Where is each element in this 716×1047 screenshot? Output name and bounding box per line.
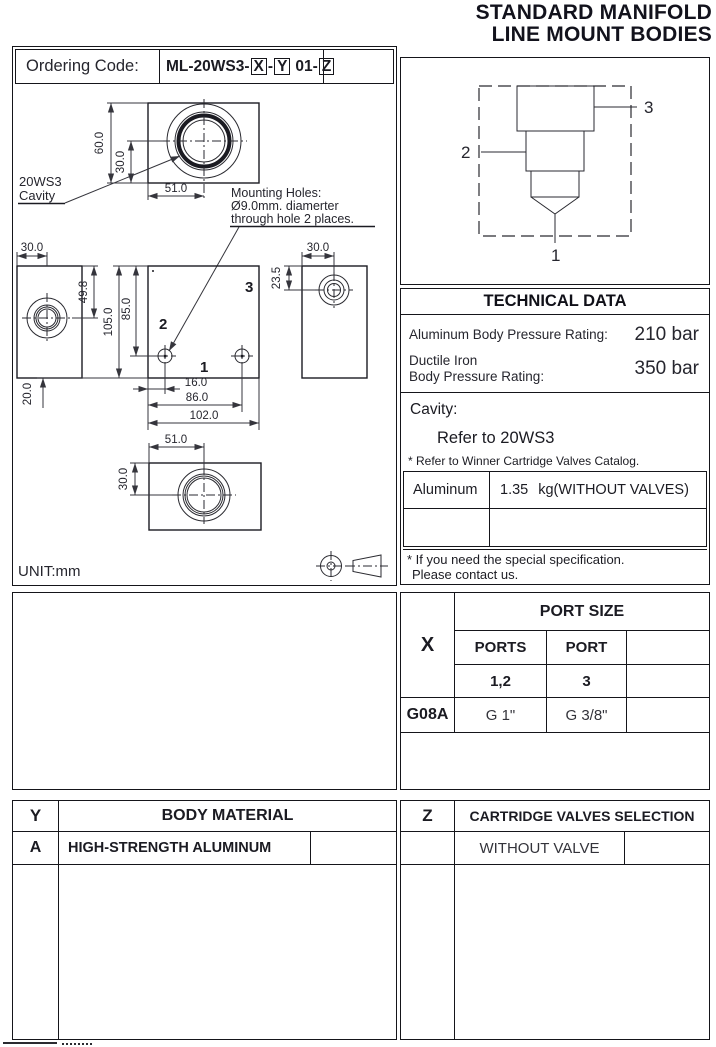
port-size-bottom-empty <box>401 733 709 789</box>
page-title-line1: STANDARD MANIFOLD <box>475 1 712 24</box>
special-note-line1: * If you need the special specification. <box>407 552 625 567</box>
projection-symbol-cone-icon <box>346 555 388 577</box>
technical-data-header: TECHNICAL DATA <box>401 289 709 315</box>
ordering-code-row <box>15 49 394 84</box>
mounting-note-line2: Ø9.0mm. diamerter <box>231 199 339 213</box>
cartridge-bottom-empty <box>455 865 709 1039</box>
cavity-note: * Refer to Winner Cartridge Valves Catalog. <box>408 454 640 468</box>
schematic-port3-label: 3 <box>644 98 654 117</box>
port-size-col3-sub-empty <box>627 665 709 698</box>
footer-mark-dots <box>62 1043 92 1045</box>
ordering-code-label: Ordering Code: <box>16 50 160 83</box>
dim-front-hole-bottom: 20.0 <box>22 382 34 406</box>
dim-top-width: 51.0 <box>164 183 188 195</box>
dim-left-center-x: 30.0 <box>20 242 44 254</box>
pressure-ratings <box>401 315 709 393</box>
ordering-code-value <box>160 50 332 83</box>
drawing-panel <box>12 46 397 586</box>
ordering-code-prefix: ML-20WS3- <box>166 57 250 75</box>
cavity-label-line2: Cavity <box>19 188 56 203</box>
top-view <box>94 99 259 200</box>
dim-right-center-x: 30.0 <box>306 242 330 254</box>
weight-row-empty <box>404 509 706 546</box>
cartridge-row-code <box>401 832 455 865</box>
front-view <box>22 266 259 430</box>
ductile-rating-label <box>409 353 544 385</box>
weight-row <box>404 472 706 509</box>
mounting-hole-1 <box>154 345 176 367</box>
cartridge-row-value: WITHOUT VALVE <box>455 832 625 865</box>
special-specification-note <box>403 549 707 584</box>
port-size-col1-sub: 1,2 <box>455 665 547 698</box>
schematic-port2-label: 2 <box>461 143 471 162</box>
unit-label: UNIT:mm <box>18 563 81 580</box>
ordering-code-mid: 01- <box>295 57 318 75</box>
dim-front-hole-y: 85.0 <box>121 297 133 321</box>
body-material-row-empty <box>311 832 396 865</box>
weight-unit: kg(WITHOUT VALVES) <box>538 482 689 498</box>
page-title <box>476 2 712 46</box>
dim-top-center: 30.0 <box>115 150 127 174</box>
port-size-col3-header-empty <box>627 631 709 665</box>
mounting-hole-2 <box>231 345 253 367</box>
cartridge-row-empty <box>625 832 709 865</box>
front-port3-label: 3 <box>245 279 254 296</box>
cavity-value: Refer to 20WS3 <box>437 429 555 447</box>
cavity-block <box>401 393 709 471</box>
weight-material-empty <box>404 509 490 546</box>
cartridge-header: CARTRIDGE VALVES SELECTION <box>455 801 709 832</box>
body-material-key: Y <box>13 801 59 832</box>
cartridge-schematic <box>401 58 707 282</box>
cartridge-key: Z <box>401 801 455 832</box>
right-side-view <box>271 242 367 378</box>
body-material-header: BODY MATERIAL <box>59 801 396 832</box>
page-title-line2: LINE MOUNT BODIES <box>491 23 712 46</box>
port-size-row-port3: G 3/8" <box>547 698 627 733</box>
port-size-col2-header: PORT <box>547 631 627 665</box>
port-size-col2-sub: 3 <box>547 665 627 698</box>
cartridge-outline <box>517 86 594 243</box>
port-size-key: X <box>401 593 455 698</box>
technical-data-panel <box>400 288 710 585</box>
ordering-code-z: Z <box>319 58 334 75</box>
ordering-code-y: Y <box>274 58 290 75</box>
port-size-table <box>400 592 710 790</box>
weight-table <box>403 471 707 547</box>
ordering-code-sep: - <box>267 57 274 75</box>
projection-symbol-target-icon <box>316 551 346 581</box>
ductile-rating-label-line1: Ductile Iron <box>409 352 478 368</box>
port-size-header: PORT SIZE <box>455 593 709 631</box>
weight-material: Aluminum <box>404 472 490 508</box>
dim-bottom-center-y: 30.0 <box>118 467 130 491</box>
dim-front-width: 102.0 <box>189 410 219 422</box>
ductile-rating-value: 350 bar <box>634 357 699 379</box>
empty-panel <box>12 592 397 790</box>
cavity-label-line1: 20WS3 <box>19 174 62 189</box>
body-material-table <box>12 800 397 1040</box>
ductile-rating-label-line2: Body Pressure Rating: <box>409 368 545 384</box>
cartridge-valves-table <box>400 800 710 1040</box>
special-note-line2: Please contact us. <box>412 567 519 582</box>
front-port1-label: 1 <box>200 359 209 376</box>
dim-top-height: 60.0 <box>94 131 106 155</box>
dim-left-center-y: 49.8 <box>78 280 90 304</box>
weight-value: 1.35 <box>500 482 529 498</box>
footer-mark <box>3 1042 57 1045</box>
dim-front-hole2-x: 86.0 <box>185 392 209 404</box>
port-size-row-code: G08A <box>401 698 455 733</box>
schematic-port1-label: 1 <box>551 246 561 265</box>
aluminum-rating-label: Aluminum Body Pressure Rating: <box>409 326 608 342</box>
cavity-label: Cavity: <box>410 401 458 418</box>
port-size-row-ports12: G 1" <box>455 698 547 733</box>
dim-right-center-y: 23.5 <box>271 266 283 290</box>
dim-front-height: 105.0 <box>103 307 115 337</box>
bottom-view <box>118 434 261 530</box>
dim-bottom-center-x: 51.0 <box>164 434 188 446</box>
body-material-row-code: A <box>13 832 59 865</box>
body-material-bottom-col <box>13 865 59 1039</box>
body-material-row-value: HIGH-STRENGTH ALUMINUM <box>59 832 311 865</box>
aluminum-rating-value: 210 bar <box>634 323 699 345</box>
dimension-drawing <box>13 86 393 582</box>
cartridge-bottom-col <box>401 865 455 1039</box>
ordering-code-x: X <box>251 58 267 75</box>
ordering-code-empty-cell <box>324 50 393 83</box>
mounting-note-line3: through hole 2 places. <box>231 212 355 226</box>
front-port2-label: 2 <box>159 316 168 333</box>
schematic-panel <box>400 57 710 285</box>
body-material-bottom-empty <box>59 865 396 1039</box>
port-size-col1-header: PORTS <box>455 631 547 665</box>
port-size-row-empty <box>627 698 709 733</box>
mounting-note-line1: Mounting Holes: <box>231 186 322 200</box>
dim-front-hole1-x: 16.0 <box>184 377 208 389</box>
left-side-view <box>17 242 98 378</box>
